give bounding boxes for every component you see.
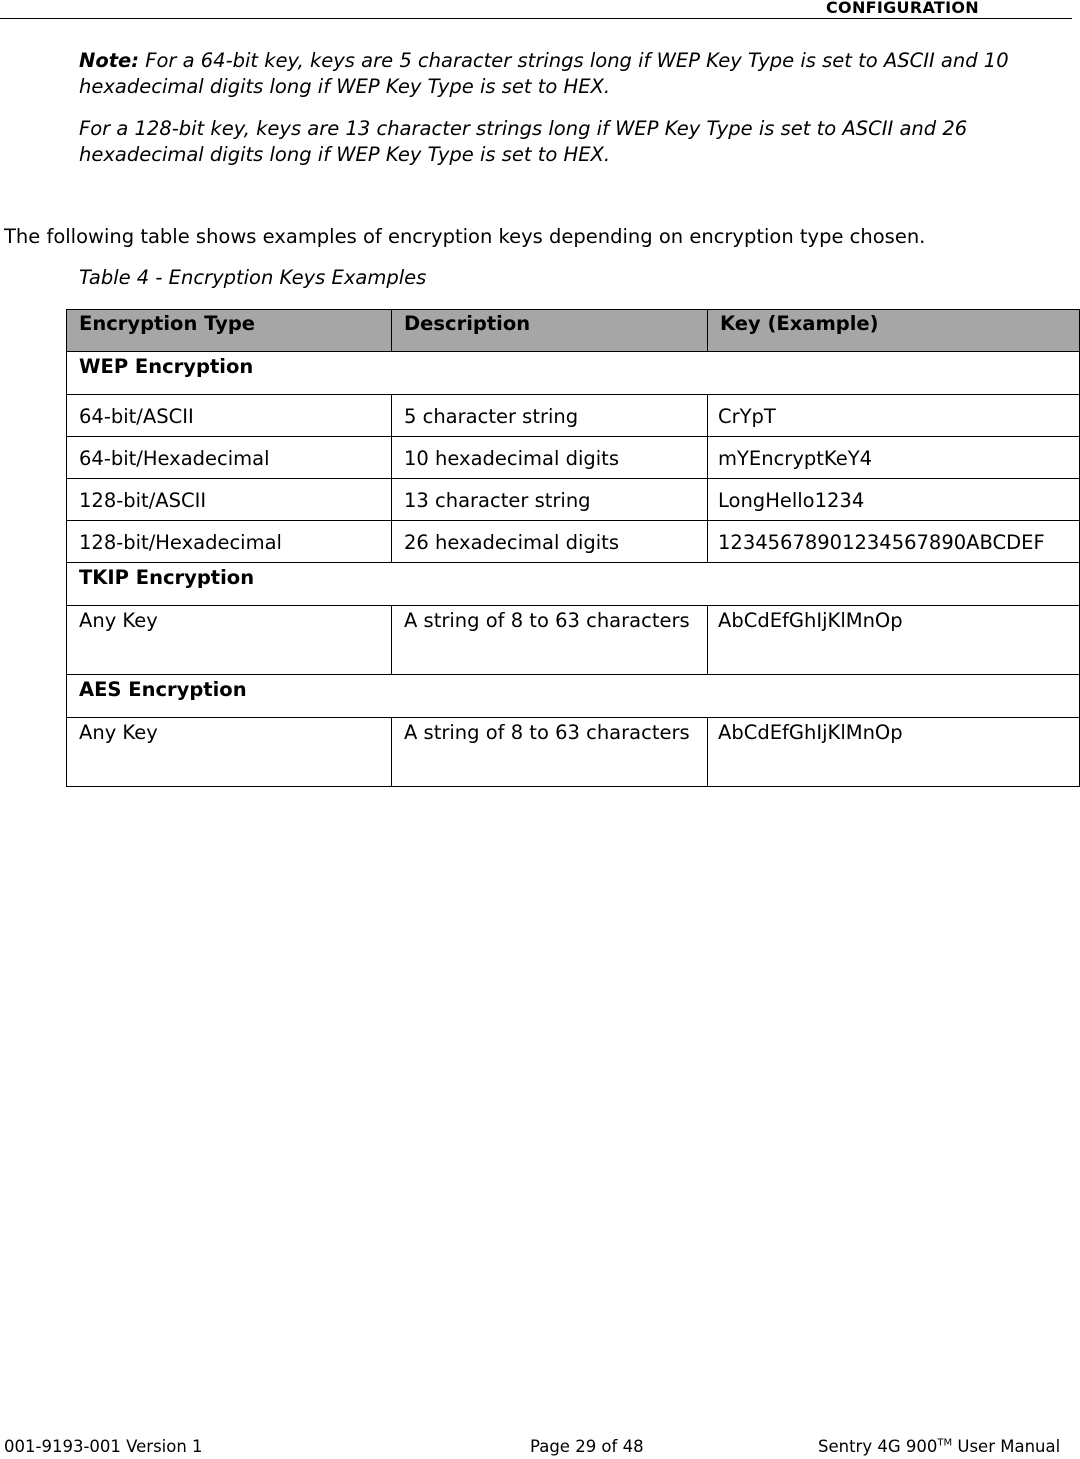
table-row <box>67 718 1080 787</box>
footer-trademark: TM <box>937 1437 953 1449</box>
header-divider <box>0 18 1072 19</box>
section-row-aes <box>67 675 1080 718</box>
table-row <box>67 395 1080 437</box>
page-section-title: CONFIGURATION <box>826 0 979 17</box>
note-64bit-text: For a 64-bit key, keys are 5 character strings long if WEP Key Type is set to ASCII and 10 hexadecimal digits long if WEP Key Type is set to HEX. <box>79 49 1009 98</box>
cell-encryption-type: 128-bit/ASCII <box>67 479 392 521</box>
note-label: Note: <box>79 49 140 72</box>
cell-description: 10 hexadecimal digits <box>392 437 708 479</box>
section-row-tkip <box>67 563 1080 606</box>
table-header-row <box>67 310 1080 352</box>
cell-key-example: 12345678901234567890ABCDEF <box>708 521 1080 563</box>
cell-encryption-type: Any Key <box>67 606 392 675</box>
cell-encryption-type: 64-bit/ASCII <box>67 395 392 437</box>
section-title-wep: WEP Encryption <box>67 352 1080 395</box>
cell-description: A string of 8 to 63 characters <box>392 606 708 675</box>
table-row <box>67 437 1080 479</box>
section-title-tkip: TKIP Encryption <box>67 563 1080 606</box>
note-64bit <box>79 48 1069 100</box>
footer-manual-title <box>818 1437 1060 1456</box>
cell-description: A string of 8 to 63 characters <box>392 718 708 787</box>
cell-encryption-type: Any Key <box>67 718 392 787</box>
footer-manual-suffix: User Manual <box>952 1437 1061 1456</box>
table-row <box>67 479 1080 521</box>
note-128bit: For a 128-bit key, keys are 13 character strings long if WEP Key Type is set to ASCII and 26 hexadecimal digits long if WEP Key Type is set to HEX. <box>79 117 968 166</box>
cell-encryption-type: 128-bit/Hexadecimal <box>67 521 392 563</box>
footer-doc-number: 001-9193-001 Version 1 <box>4 1437 203 1456</box>
cell-description: 5 character string <box>392 395 708 437</box>
footer-page-number: Page 29 of 48 <box>530 1437 644 1456</box>
cell-description: 26 hexadecimal digits <box>392 521 708 563</box>
header-description: Description <box>392 310 708 352</box>
header-key-example: Key (Example) <box>708 310 1080 352</box>
footer-manual-name: Sentry 4G 900 <box>818 1437 938 1456</box>
table-row <box>67 606 1080 675</box>
table-caption: Table 4 - Encryption Keys Examples <box>79 266 427 289</box>
section-row-wep <box>67 352 1080 395</box>
encryption-keys-table <box>66 309 1080 787</box>
intro-paragraph: The following table shows examples of encryption keys depending on encryption type chosen. <box>4 225 926 248</box>
cell-key-example: AbCdEfGhIjKlMnOp <box>708 606 1080 675</box>
section-title-aes: AES Encryption <box>67 675 1080 718</box>
cell-encryption-type: 64-bit/Hexadecimal <box>67 437 392 479</box>
cell-key-example: CrYpT <box>708 395 1080 437</box>
cell-key-example: mYEncryptKeY4 <box>708 437 1080 479</box>
table-row <box>67 521 1080 563</box>
header-encryption-type: Encryption Type <box>67 310 392 352</box>
cell-key-example: AbCdEfGhIjKlMnOp <box>708 718 1080 787</box>
cell-description: 13 character string <box>392 479 708 521</box>
cell-key-example: LongHello1234 <box>708 479 1080 521</box>
